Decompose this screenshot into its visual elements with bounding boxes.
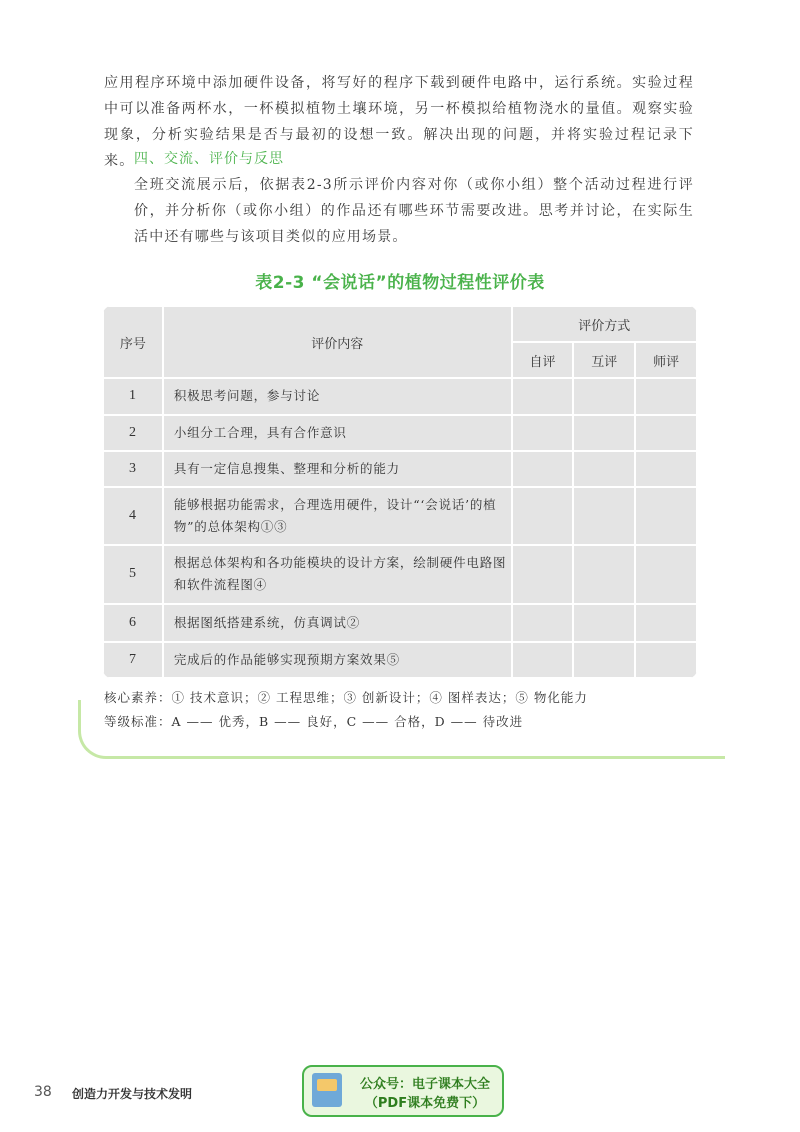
table-row xyxy=(103,378,697,414)
table-notes xyxy=(104,686,588,734)
row-content: 小组分工合理，具有合作意识 xyxy=(163,415,512,451)
teacher-cell xyxy=(635,642,697,678)
self-cell xyxy=(512,451,574,487)
body-paragraph-2 xyxy=(104,172,694,250)
header-self: 自评 xyxy=(512,342,574,378)
paragraph-text: 全班交流展示后，依据表2-3所示评价内容对你（或你小组）整个活动过程进行评价，并分析你（或你小组）的作品还有哪些环节需要改进。思考并讨论，在实际生活中还有哪些与该项目类似的应用场景。 xyxy=(134,177,694,245)
peer-cell xyxy=(573,642,635,678)
row-number: 2 xyxy=(103,415,163,451)
evaluation-table xyxy=(102,305,698,679)
peer-cell xyxy=(573,545,635,603)
row-content: 积极思考问题，参与讨论 xyxy=(163,378,512,414)
table-row xyxy=(103,415,697,451)
header-teacher: 师评 xyxy=(635,342,697,378)
teacher-cell xyxy=(635,415,697,451)
teacher-cell xyxy=(635,487,697,545)
book-logo-icon xyxy=(312,1073,342,1107)
peer-cell xyxy=(573,451,635,487)
header-method: 评价方式 xyxy=(512,306,697,342)
stamp-line-1: 公众号：电子课本大全 xyxy=(359,1077,490,1092)
peer-cell xyxy=(573,378,635,414)
teacher-cell xyxy=(635,545,697,603)
row-content: 完成后的作品能够实现预期方案效果⑤ xyxy=(163,642,512,678)
table-row xyxy=(103,545,697,603)
row-content: 根据图纸搭建系统，仿真调试② xyxy=(163,604,512,642)
self-cell xyxy=(512,378,574,414)
row-number: 6 xyxy=(103,604,163,642)
row-number: 1 xyxy=(103,378,163,414)
header-peer: 互评 xyxy=(573,342,635,378)
watermark-stamp xyxy=(302,1065,504,1117)
book-title: 创造力开发与技术发明 xyxy=(72,1087,193,1101)
table-row xyxy=(103,642,697,678)
teacher-cell xyxy=(635,378,697,414)
table-title: 表2-3 “会说话”的植物过程性评价表 xyxy=(255,273,545,293)
row-number: 7 xyxy=(103,642,163,678)
paragraph-text: 应用程序环境中添加硬件设备，将写好的程序下载到硬件电路中，运行系统。实验过程中可以准备两杯水，一杯模拟植物土壤环境，另一杯模拟给植物浇水的量值。观察实验现象，分析实验结果是否与最初的设想一致。解决出现的问题，并将实验过程记录下来。 xyxy=(104,75,694,169)
row-number: 3 xyxy=(103,451,163,487)
table-row xyxy=(103,487,697,545)
grading-note: 等级标准：A —— 优秀，B —— 良好，C —— 合格，D —— 待改进 xyxy=(104,714,524,729)
row-number: 5 xyxy=(103,545,163,603)
teacher-cell xyxy=(635,604,697,642)
row-number: 4 xyxy=(103,487,163,545)
peer-cell xyxy=(573,487,635,545)
stamp-line-2: （PDF课本免费下） xyxy=(364,1096,486,1111)
header-content: 评价内容 xyxy=(163,306,512,378)
row-content: 能够根据功能需求，合理选用硬件，设计“‘会说话’的植物”的总体架构①③ xyxy=(163,487,512,545)
section-heading: 四、交流、评价与反思 xyxy=(134,151,284,167)
peer-cell xyxy=(573,604,635,642)
table-row xyxy=(103,451,697,487)
self-cell xyxy=(512,604,574,642)
row-content: 具有一定信息搜集、整理和分析的能力 xyxy=(163,451,512,487)
self-cell xyxy=(512,415,574,451)
page-number: 38 xyxy=(34,1084,52,1100)
table-row xyxy=(103,604,697,642)
self-cell xyxy=(512,642,574,678)
row-content: 根据总体架构和各功能模块的设计方案，绘制硬件电路图和软件流程图④ xyxy=(163,545,512,603)
peer-cell xyxy=(573,415,635,451)
teacher-cell xyxy=(635,451,697,487)
self-cell xyxy=(512,545,574,603)
header-index: 序号 xyxy=(103,306,163,378)
self-cell xyxy=(512,487,574,545)
literacy-note: 核心素养：① 技术意识；② 工程思维；③ 创新设计；④ 图样表达；⑤ 物化能力 xyxy=(104,690,588,705)
